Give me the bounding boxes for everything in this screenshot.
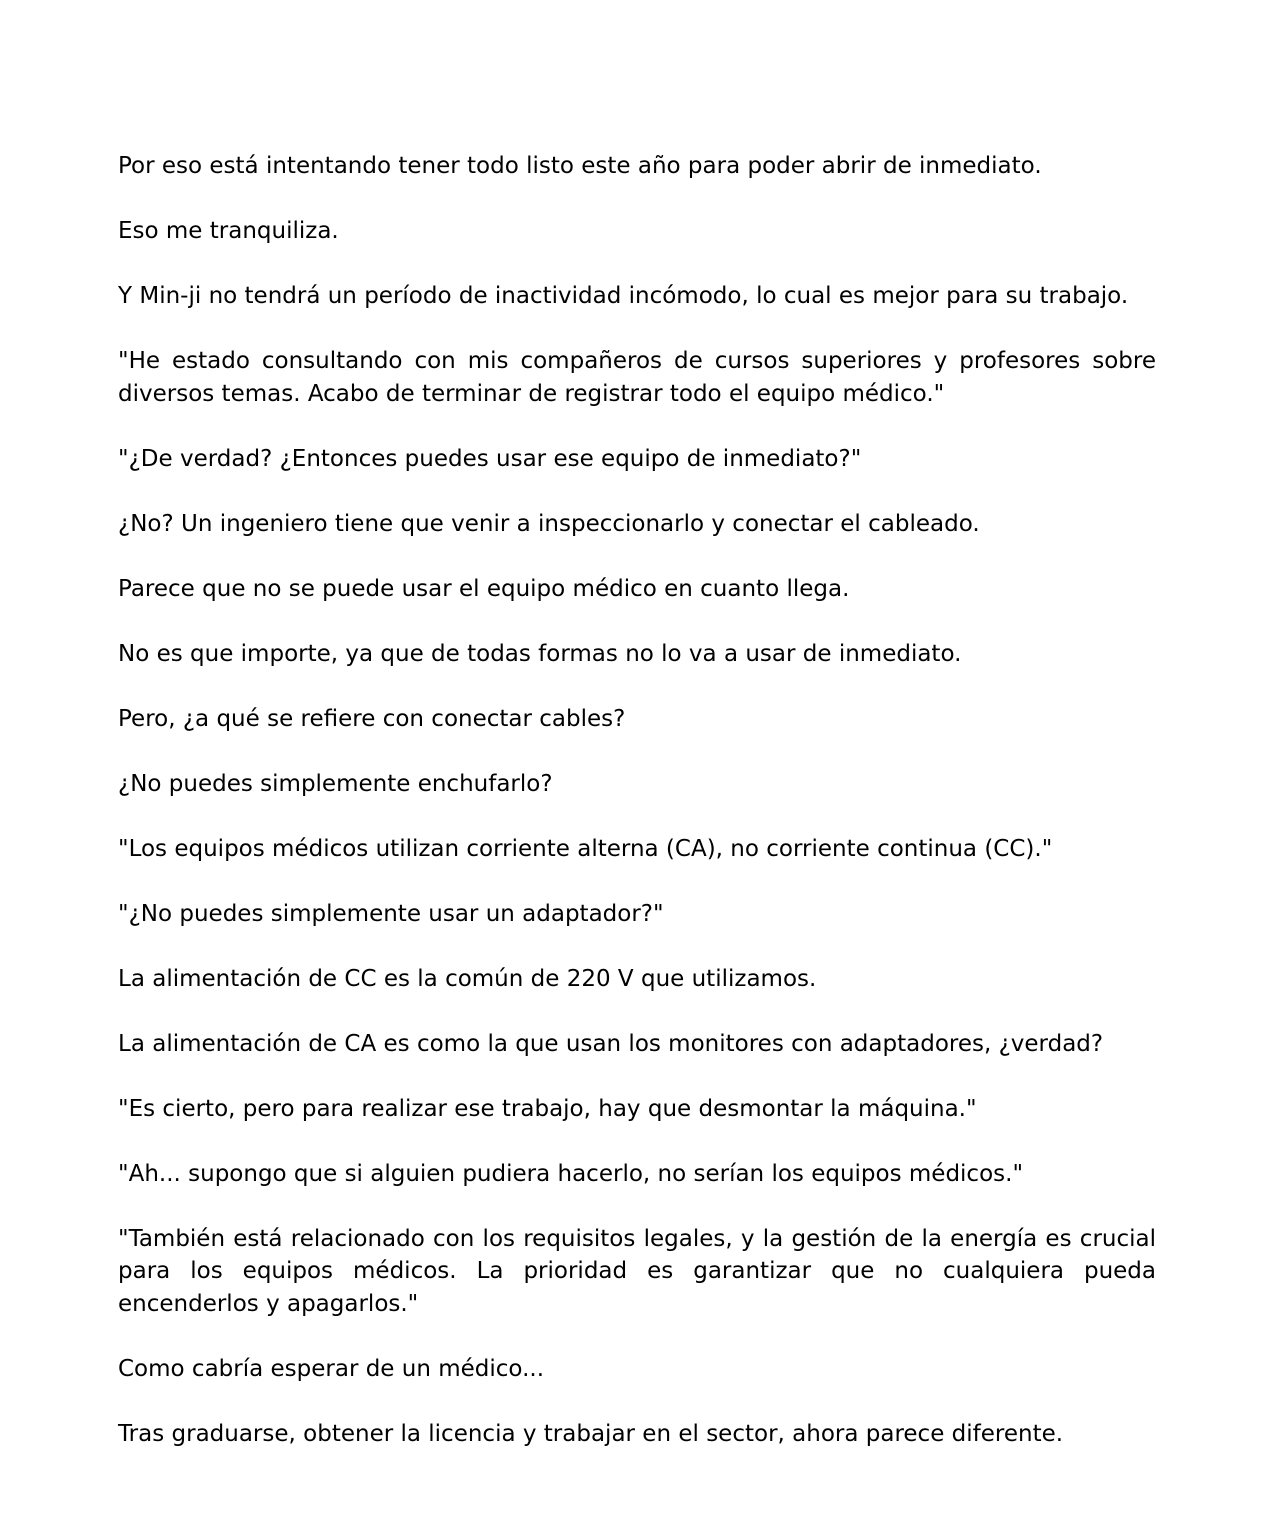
paragraph: Tras graduarse, obtener la licencia y trabajar en el sector, ahora parece diferente. [118,1420,1064,1447]
paragraph: "Es cierto, pero para realizar ese trabajo, hay que desmontar la máquina." [118,1095,977,1122]
paragraph: "También está relacionado con los requisitos legales, y la gestión de la energía es crucial para los equipos médicos. La prioridad es garantizar que no cualquiera pueda encenderlos y apagarlos." [118,1225,1156,1317]
paragraph: No es que importe, ya que de todas formas no lo va a usar de inmediato. [118,640,962,667]
paragraph: "Ah... supongo que si alguien pudiera hacerlo, no serían los equipos médicos." [118,1160,1024,1187]
paragraph: ¿No puedes simplemente enchufarlo? [118,770,553,797]
paragraph: La alimentación de CC es la común de 220 V que utilizamos. [118,965,817,992]
paragraph: Pero, ¿a qué se refiere con conectar cables? [118,705,626,732]
paragraph: Y Min-ji no tendrá un período de inactividad incómodo, lo cual es mejor para su trabajo. [118,283,1129,309]
paragraph: ¿No? Un ingeniero tiene que venir a inspeccionarlo y conectar el cableado. [118,510,980,537]
paragraph: Eso me tranquiliza. [118,218,339,244]
paragraph: Parece que no se puede usar el equipo médico en cuanto llega. [118,575,850,602]
paragraph: "¿De verdad? ¿Entonces puedes usar ese equipo de inmediato?" [118,445,862,472]
paragraph: La alimentación de CA es como la que usan los monitores con adaptadores, ¿verdad? [118,1030,1104,1057]
paragraph: "He estado consultando con mis compañeros de cursos superiores y profesores sobre diversos temas. Acabo de terminar de registrar todo el equipo médico." [118,348,1156,407]
paragraph: "¿No puedes simplemente usar un adaptador?" [118,900,664,927]
paragraph: "Los equipos médicos utilizan corriente alterna (CA), no corriente continua (CC)." [118,835,1053,862]
document-page [118,150,1156,1450]
paragraph: Como cabría esperar de un médico... [118,1355,545,1382]
paragraph: Por eso está intentando tener todo listo este año para poder abrir de inmediato. [118,153,1042,179]
